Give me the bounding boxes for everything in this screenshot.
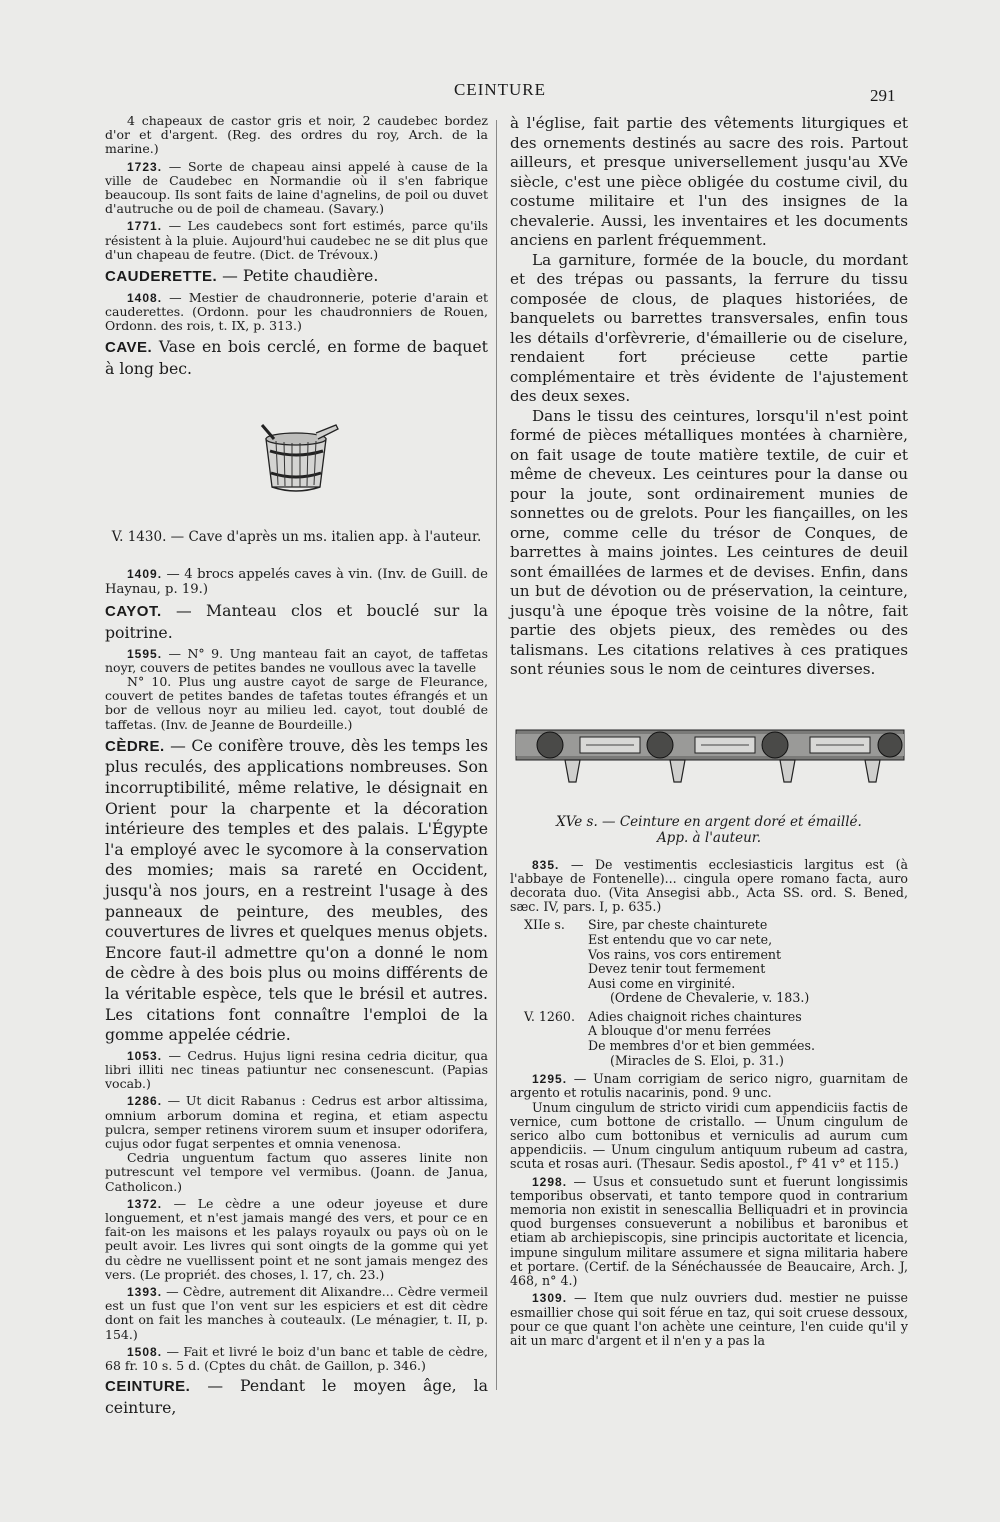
- poem-line: Sire, par cheste chainturete: [588, 917, 768, 933]
- left-column: [105, 114, 488, 1421]
- definition: Vase en bois cerclé, en forme de baquet à long bec.: [105, 337, 488, 378]
- running-head: CEINTURE: [453, 80, 547, 99]
- ceinture-para-2: La garniture, formée de la boucle, du mordant et des trépas ou passants, la ferrure du tissu composée de clous, de plaques historiées, de banquelets ou barrettes transversales, enfin tous les détails d'orfèvrerie, d'émaillerie ou de ciselure, rendaient fort précieuse cette partie complémentaire et très évidente de l'ajustement des deux sexes.: [510, 250, 908, 405]
- entry-text: — Mestier de chaudronnerie, poterie d'arain et cauderettes. (Ordonn. pour les chaudronniers de Rouen, Ordonn. des rois, t. IX, p. 313.): [105, 289, 488, 334]
- entry-text: — Ut dicit Rabanus : Cedrus est arbor altissima, omnium arborum domina et regina, et etiam aspectu pulcra, semper retinens virorem suum et insuper odorifera, cujus odor fugat serpentes et omnia venenosa.: [105, 1093, 488, 1151]
- headword: CAVE.: [105, 339, 153, 357]
- entry-text: — Fait et livré le boiz d'un banc et table de cèdre, 68 fr. 10 s. 5 d. (Cptes du chât. de Gaillon, p. 346.): [105, 1343, 488, 1373]
- entry-year: 1723.: [127, 159, 163, 174]
- ceinture-para-1: à l'église, fait partie des vêtements liturgiques et des ornements destinés au sacre des rois. Partout ailleurs, et presque universellement jusqu'au XVe siècle, c'est une pièce obligée du costume civil, du costume militaire et l'un des insignes de la chevalerie. Aussi, les inventaires et les documents anciens en parlent fréquemment.: [510, 114, 908, 249]
- entry-1298: [510, 1175, 908, 1289]
- entry-1372: [105, 1197, 488, 1282]
- entry-text: — Les caudebecs sont fort estimés, parce qu'ils résistent à la pluie. Aujourd'hui caudebec ne se dit plus que d'un chapeau de feutre. (Dict. de Trévoux.): [105, 218, 488, 262]
- poem-line: De membres d'or et bien gemmées.: [588, 1038, 815, 1054]
- entry-1408: [105, 291, 488, 334]
- cave-vessel-illustration: [252, 421, 342, 499]
- entry-year: 1409.: [127, 567, 163, 582]
- entry-text: — 4 brocs appelés caves à vin. (Inv. de Guill. de Haynau, p. 19.): [105, 567, 488, 598]
- page-number: 291: [870, 86, 896, 105]
- definition: — Petite chaudière.: [217, 266, 379, 286]
- castor-entry: 4 chapeaux de castor gris et noir, 2 caudebec bordez d'or et d'argent. (Reg. des ordres du roy, Arch. de la marine.): [105, 113, 488, 157]
- column-divider: [496, 120, 497, 1390]
- entry-text: — De vestimentis ecclesiasticis largitus est (à l'abbaye de Fontenelle)... cingula opere romano facta, auro decorata duo. (Vita Ansegisi abb., Acta SS. ord. S. Bened, sæc. IV, pars. I, p. 635.): [510, 856, 908, 915]
- entry-year: 1286.: [127, 1094, 163, 1109]
- belt-illustration: [510, 720, 908, 800]
- poem-source: (Miracles de S. Eloi, p. 31.): [610, 1052, 784, 1068]
- figure-caption-belt-1: XVe s. — Ceinture en argent doré et émaillé.: [556, 813, 862, 830]
- entry-year: 1053.: [127, 1048, 163, 1063]
- entry-year: 1408.: [127, 290, 163, 305]
- entry-text: — Usus et consuetudo sunt et fuerunt longissimis temporibus observati, et tanto tempore quod in contrarium memoria non existit in senescallia Belliquadri et in provincia quod burgenses consueverunt a nobilibus et baronibus et etiam ab archiepiscopis, sine principis auctoritate et licencia, impune singulum militare assumere et signa militaria habere et portare. (Certif. de la Sénéchaussée de Beaucaire, Arch. J, 468, n° 4.): [510, 1173, 908, 1289]
- entry-year: 1393.: [127, 1284, 163, 1299]
- entry-1723: [105, 160, 488, 217]
- entry-text: — Unam corrigiam de serico nigro, guarnitam de argento et rotulis nacarinis, pond. 9 unc.: [510, 1071, 908, 1101]
- entry-1393: [105, 1285, 488, 1342]
- entry-1309: [510, 1291, 908, 1348]
- entry-text: — Sorte de chapeau ainsi appelé à cause de la ville de Caudebec en Normandie où il s'en fabrique beaucoup. Ils sont faits de laine d'agnelins, de poil ou duvet d'autruche ou de poil de chameau. (Savary.): [105, 158, 488, 217]
- entry-1508: [105, 1345, 488, 1373]
- poem-date: XIIe s.: [524, 917, 565, 933]
- entry-1053: [105, 1049, 488, 1092]
- entry-text: — Cèdre, autrement dit Alixandre... Cèdre vermeil est un fust que l'on vent sur les espiciers et est dit cèdre dont on fait les manches à couteaulx. (Le ménagier, t. II, p. 154.): [105, 1283, 488, 1342]
- entry-text: — Le cèdre a une odeur joyeuse et dure longuement, et n'est jamais mangé des vers, et pour ce en fait-on les maisons et les palays royaulx ou pays où on le peult avoir. Les livres qui sont oingts de la gomme qui yet du cèdre ne vuellissent point et ne sont jamais mengez des vers. (Le propriét. des choses, l. 17, ch. 23.): [105, 1195, 488, 1282]
- headword-cave: [105, 337, 488, 379]
- entry-year: 1372.: [127, 1196, 163, 1211]
- headword-cedre: [105, 736, 488, 1046]
- entry-1595-cont: N° 10. Plus ung austre cayot de sarge de Fleurance, couvert de petites bandes de tafetas toutes éfrangés et un bor de vellous noyr au milieu led. cayot, tout doublé de taffetas. (Inv. de Jeanne de Bourdeille.): [105, 674, 488, 732]
- entry-1409: [105, 567, 488, 597]
- poem-line: Est entendu que vo car nete,: [588, 931, 773, 947]
- poem-date: V. 1260.: [524, 1008, 575, 1024]
- entry-text: — Cedrus. Hujus ligni resina cedria dicitur, qua libri illiti nec tineas patiuntur nec consenescunt. (Papias vocab.): [105, 1047, 488, 1092]
- entry-text: — N° 9. Ung manteau fait an cayot, de taffetas noyr, couvers de petites bandes ne voullous avec la tavelle: [105, 645, 488, 675]
- entry-1286-cont: Cedria unguentum factum quo asseres linite non putrescunt vel tempore vel vermibus. (Joann. de Janua, Catholicon.): [105, 1150, 488, 1194]
- headword-cayot: [105, 601, 488, 643]
- entry-1595: [105, 647, 488, 675]
- definition: — Pendant le moyen âge, la ceinture,: [105, 1376, 488, 1417]
- poem-miracles-eloi: [510, 1010, 908, 1068]
- entry-year: 1508.: [127, 1344, 163, 1359]
- headword: CAUDERETTE.: [105, 268, 218, 286]
- ceinture-para-3: Dans le tissu des ceintures, lorsqu'il n'est point formé de pièces métalliques montées à charnière, on fait usage de toute matière textile, de cuir et même de cheveux. Les ceintures pour la danse ou pour la joute, sont ordinairement munies de sonnettes ou de grelots. Pour les fiançailles, on les orne, comme celle du trésor de Conques, de barrettes à mains jointes. Les ceintures de deuil sont émaillées de larmes et de devises. Enfin, dans un but de dévotion ou de préservation, la ceinture, jusqu'à une époque très voisine de la nôtre, fait partie des objets pieux, des remèdes ou des talismans. Les citations relatives à ces pratiques sont réunies sous le nom de ceintures diverses.: [510, 406, 908, 678]
- entry-1771: [105, 219, 488, 262]
- headword-ceinture: [105, 1376, 488, 1418]
- headword: CEINTURE.: [105, 1378, 191, 1396]
- headword: CÈDRE.: [105, 737, 165, 755]
- entry-1286: [105, 1094, 488, 1151]
- figure-caption-belt-2: App. à l'auteur.: [656, 829, 762, 846]
- headword: CAYOT.: [105, 603, 162, 621]
- entry-year: 835.: [532, 857, 560, 872]
- poem-ordene-chevalerie: [510, 918, 908, 1006]
- entry-1295: [510, 1072, 908, 1100]
- entry-year: 1595.: [127, 646, 163, 661]
- entry-835: [510, 858, 908, 915]
- entry-year: 1295.: [532, 1072, 568, 1087]
- headword-cauderette: [105, 266, 488, 288]
- right-column: [510, 114, 908, 1351]
- entry-year: 1771.: [127, 219, 163, 234]
- entry-year: 1309.: [532, 1291, 568, 1306]
- poem-line: Vos rains, vos cors entirement: [588, 946, 782, 962]
- definition: — Ce conifère trouve, dès les temps les plus reculés, des applications nombreuses. Son incorruptibilité, même relative, le désignait en Orient pour la charpente et la décoration intérieure des temples et des palais. L'Égypte l'a employé avec le sycomore à la conservation des momies; mais sa rareté en Occident, jusqu'à nos jours, en a restreint l'usage à des panneaux de peinture, des meubles, des couvertures de livres et quelques menus objets. Encore faut-il admettre qu'on a donné le nom de cèdre à des bois plus ou moins différents de la véritable espèce, tels que le brésil et autres. Les citations font connaître l'emploi de la gomme appelée cédrie.: [105, 735, 488, 1045]
- entry-1295-cont: Unum cingulum de stricto viridi cum appendiciis factis de vernice, cum bottone de cristallo. — Unum cingulum de serico albo cum bottonibus et verniculis ad aurum cum appendiciis. — Unum cingulum antiquum rubeum ad castra, scuta et rosas auri. (Thesaur. Sedis apostol., f° 41 v° et 115.): [510, 1099, 908, 1172]
- definition: — Manteau clos et bouclé sur la poitrine.: [105, 601, 488, 643]
- poem-line: A blouque d'or menu ferrées: [588, 1023, 771, 1039]
- entry-year: 1298.: [532, 1174, 568, 1189]
- poem-line: Adies chaignoit riches chaintures: [588, 1008, 802, 1024]
- poem-line: Ausi come en virginité.: [588, 975, 736, 991]
- figure-caption-cave: V. 1430. — Cave d'après un ms. italien app. à l'auteur.: [111, 529, 482, 546]
- poem-line: Devez tenir tout fermement: [588, 961, 766, 977]
- entry-text: — Item que nulz ouvriers dud. mestier ne puisse esmaillier chose qui soit férue en taz, qui soit cruese dessoux, pour ce que quant l'on achète une ceinture, l'en cuide qu'il y ait un marc d'argent et il n'en y a pas la: [510, 1290, 908, 1348]
- poem-source: (Ordene de Chevalerie, v. 183.): [610, 990, 810, 1006]
